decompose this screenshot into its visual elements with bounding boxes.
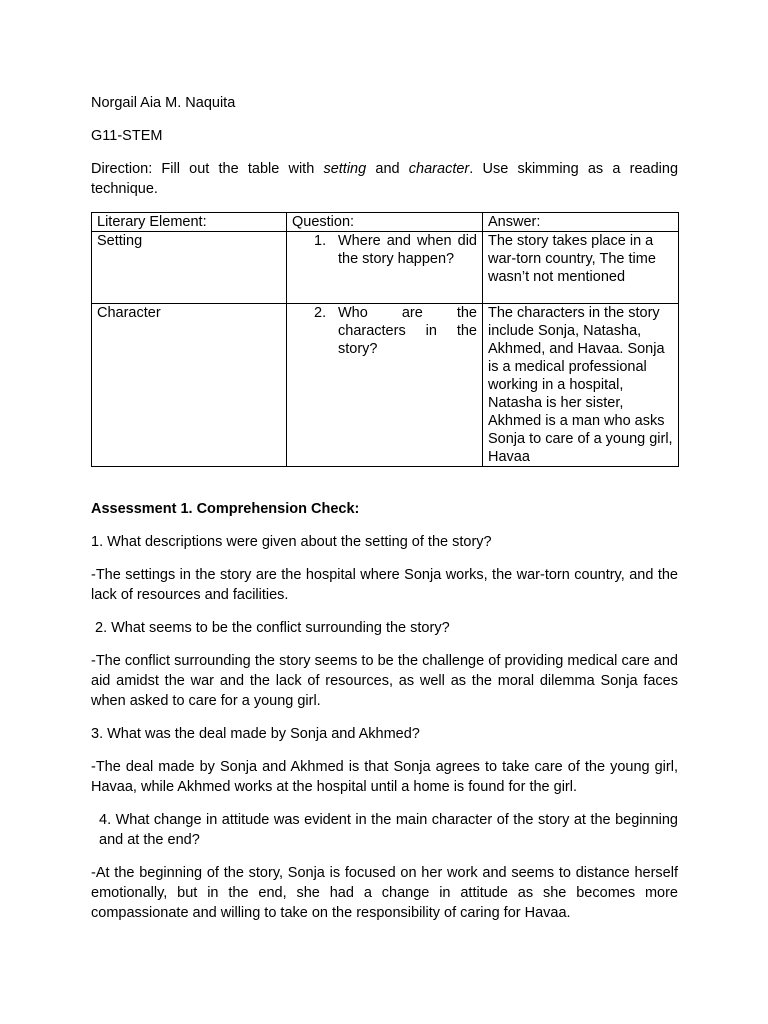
grade-section: G11-STEM bbox=[91, 128, 163, 144]
assessment-question-1: 1. What descriptions were given about the setting of the story? bbox=[91, 534, 492, 550]
assessment-answer-4: -At the beginning of the story, Sonja is focused on her work and seems to distance herself emotionally, but in the end, she had a change in attitude as she becomes more compassionate and willing to take on the responsibility of caring for Havaa. bbox=[91, 865, 678, 921]
document-page bbox=[91, 93, 678, 936]
question-number: 2. bbox=[314, 305, 327, 321]
element-cell: Character bbox=[92, 304, 287, 467]
assessment-question-3: 3. What was the deal made by Sonja and Akhmed? bbox=[91, 726, 420, 742]
assessment-answer-2: -The conflict surrounding the story seems to be the challenge of providing medical care and aid amidst the war and the lack of resources, as well as the moral dilemma Sonja faces when asked to care for a young girl. bbox=[91, 653, 678, 709]
question-text: Where and when did the story happen? bbox=[338, 233, 477, 267]
table-header-row bbox=[92, 213, 679, 232]
direction-prefix: Direction: Fill out the table with bbox=[91, 161, 324, 177]
answer-cell: The characters in the story include Sonja, Natasha, Akhmed, and Havaa. Sonja is a medical professional working in a hospital, Natasha is her sister, Akhmed is a man who asks Sonja to care of a young girl, Havaa bbox=[483, 304, 679, 467]
answer-cell: The story takes place in a war-torn country, The time wasn’t not mentioned bbox=[483, 232, 679, 304]
literary-elements-table bbox=[91, 212, 679, 467]
element-cell: Setting bbox=[92, 232, 287, 304]
question-cell bbox=[287, 232, 483, 304]
assessment-answer-1: -The settings in the story are the hospital where Sonja works, the war-torn country, and the lack of resources and facilities. bbox=[91, 567, 678, 603]
direction-term-character: character bbox=[408, 161, 470, 177]
direction-suffix: . Use skimming as a reading technique. bbox=[91, 161, 679, 197]
assessment-question-4: 4. What change in attitude was evident in the main character of the story at the beginning and at the end? bbox=[99, 812, 678, 848]
header-literary-element: Literary Element: bbox=[92, 213, 287, 232]
header-answer: Answer: bbox=[483, 213, 679, 232]
student-name: Norgail Aia M. Naquita bbox=[91, 95, 236, 111]
assessment-title: Assessment 1. Comprehension Check: bbox=[91, 501, 360, 517]
direction-term-setting: setting bbox=[323, 161, 367, 177]
header-question: Question: bbox=[287, 213, 483, 232]
assessment-answer-3: -The deal made by Sonja and Akhmed is that Sonja agrees to take care of the young girl, Havaa, while Akhmed works at the hospital until a home is found for the girl. bbox=[91, 759, 678, 795]
question-text: Who are the characters in the story? bbox=[338, 305, 477, 357]
table-row bbox=[92, 304, 679, 467]
assessment-question-2: 2. What seems to be the conflict surrounding the story? bbox=[95, 620, 450, 636]
direction-paragraph bbox=[91, 159, 678, 199]
direction-middle: and bbox=[366, 161, 409, 177]
question-number: 1. bbox=[314, 233, 327, 249]
table-row bbox=[92, 232, 679, 304]
question-cell bbox=[287, 304, 483, 467]
